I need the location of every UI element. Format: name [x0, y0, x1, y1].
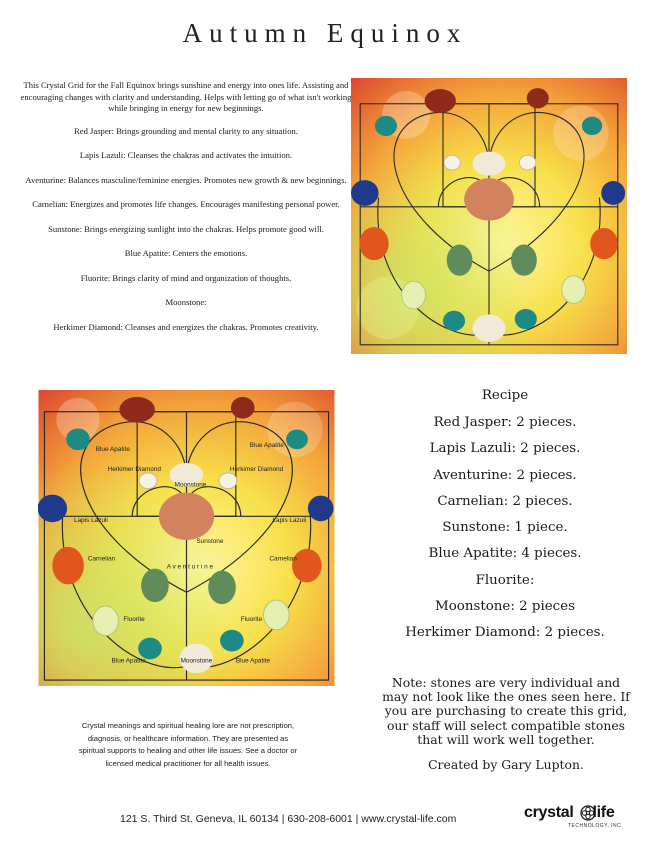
- recipe-item: Sunstone: 1 piece.: [442, 520, 568, 536]
- meaning-sunstone: Sunstone: Brings energizing sunlight into the chakras. Helps promote good will.: [48, 223, 324, 234]
- meaning-herkimer-diamond: Herkimer Diamond: Cleanses and energizes the chakras. Promotes creativity.: [53, 321, 319, 332]
- intro-paragraph: This Crystal Grid for the Fall Equinox brings sunshine and energy into ones life. Assisting and encouraging changes with clarity and understanding. Helps with letting go of what isn't working while bringing in energy for new beginnings.: [20, 80, 352, 113]
- recipe-item: Blue Apatite: 4 pieces.: [428, 546, 582, 562]
- label-moonstone-bottom: Moonstone: [180, 657, 213, 665]
- page-title: Autumn Equinox: [182, 18, 468, 48]
- label-blue-apatite-bottom-right: Blue Apatite: [235, 657, 271, 665]
- recipe-item: Fluorite:: [475, 572, 535, 588]
- crystal-flower-icon: [580, 805, 596, 821]
- meaning-carnelian: Carnelian: Energizes and promotes life changes. Encourages manifesting personal power.: [32, 199, 340, 209]
- crystal-grid-photo: [351, 78, 627, 354]
- meaning-aventurine: Aventurine: Balances masculine/feminine energies. Promotes new growth & new beginnings.: [25, 174, 347, 185]
- meaning-lapis-lazuli: Lapis Lazuli: Cleanses the chakras and activates the intuition.: [79, 150, 293, 160]
- recipe-item: Lapis Lazuli: 2 pieces.: [429, 441, 581, 457]
- author-credit: Created by Gary Lupton.: [428, 757, 584, 772]
- meaning-fluorite: Fluorite: Brings clarity of mind and organization of thoughts.: [80, 272, 292, 283]
- crystal-life-logo: [524, 804, 634, 836]
- recipe-list: [380, 388, 630, 652]
- recipe-item: Carnelian: 2 pieces.: [437, 493, 573, 509]
- crystal-meanings: [20, 80, 352, 346]
- recipe-item: Herkimer Diamond: 2 pieces.: [405, 625, 605, 641]
- label-herkimer-right: Herkimer Diamond: [229, 465, 284, 473]
- logo-wordmark: [524, 804, 614, 822]
- recipe-item: Red Jasper: 2 pieces.: [433, 415, 577, 430]
- meaning-red-jasper: Red Jasper: Brings grounding and mental clarity to any situation.: [74, 125, 298, 136]
- footer-contact: 121 S. Third St. Geneva, IL 60134 | 630-208-6001 | www.crystal-life.com: [120, 813, 457, 825]
- label-herkimer-left: Herkimer Diamond: [107, 465, 161, 473]
- logo-word-left: crystal: [524, 804, 574, 821]
- recipe-item: Moonstone: 2 pieces: [435, 599, 575, 615]
- crystal-grid-image: [351, 78, 627, 354]
- label-sunstone: Sunstone: [196, 537, 224, 545]
- label-lapis-left: Lapis Lazuli: [74, 517, 108, 525]
- health-disclaimer: Crystal meanings and spiritual healing lore are not prescription, diagnosis, or healthcare information. They are presented as spiritual supports to healing and other life issues. See a doctor or licensed medical practitioner for all health issues.: [78, 721, 298, 768]
- labeled-grid-image: [38, 390, 335, 686]
- recipe-item: Aventurine: 2 pieces.: [433, 467, 577, 483]
- labeled-grid-photo: [38, 390, 335, 686]
- logo-tagline: TECHNOLOGY, INC: [568, 823, 622, 829]
- label-lapis-right: Lapis Lazuli: [272, 517, 307, 525]
- label-carnelian-right: Carnelian: [269, 555, 297, 563]
- label-blue-apatite-bottom-left: Blue Apatite: [111, 657, 146, 665]
- label-blue-apatite-top-left: Blue Apatite: [95, 446, 130, 454]
- label-blue-apatite-top-right: Blue Apatite: [249, 442, 284, 450]
- meaning-blue-apatite: Blue Apatite: Centers the emotions.: [124, 248, 248, 258]
- label-moonstone-top: Moonstone: [174, 481, 207, 489]
- stone-note: Note: stones are very individual and may not look like the ones seen here. If you are purchasing to create this grid, our staff will select compatible stones that will work well together.: [382, 675, 630, 747]
- label-carnelian-left: Carnelian: [87, 555, 116, 563]
- label-aventurine: A v e n t u r i n e: [166, 563, 214, 571]
- recipe-title: Recipe: [481, 388, 529, 403]
- logo-word-right: life: [592, 804, 615, 821]
- label-fluorite-right: Fluorite: [240, 615, 263, 623]
- label-fluorite-left: Fluorite: [123, 615, 145, 623]
- meaning-moonstone: Moonstone:: [165, 297, 207, 307]
